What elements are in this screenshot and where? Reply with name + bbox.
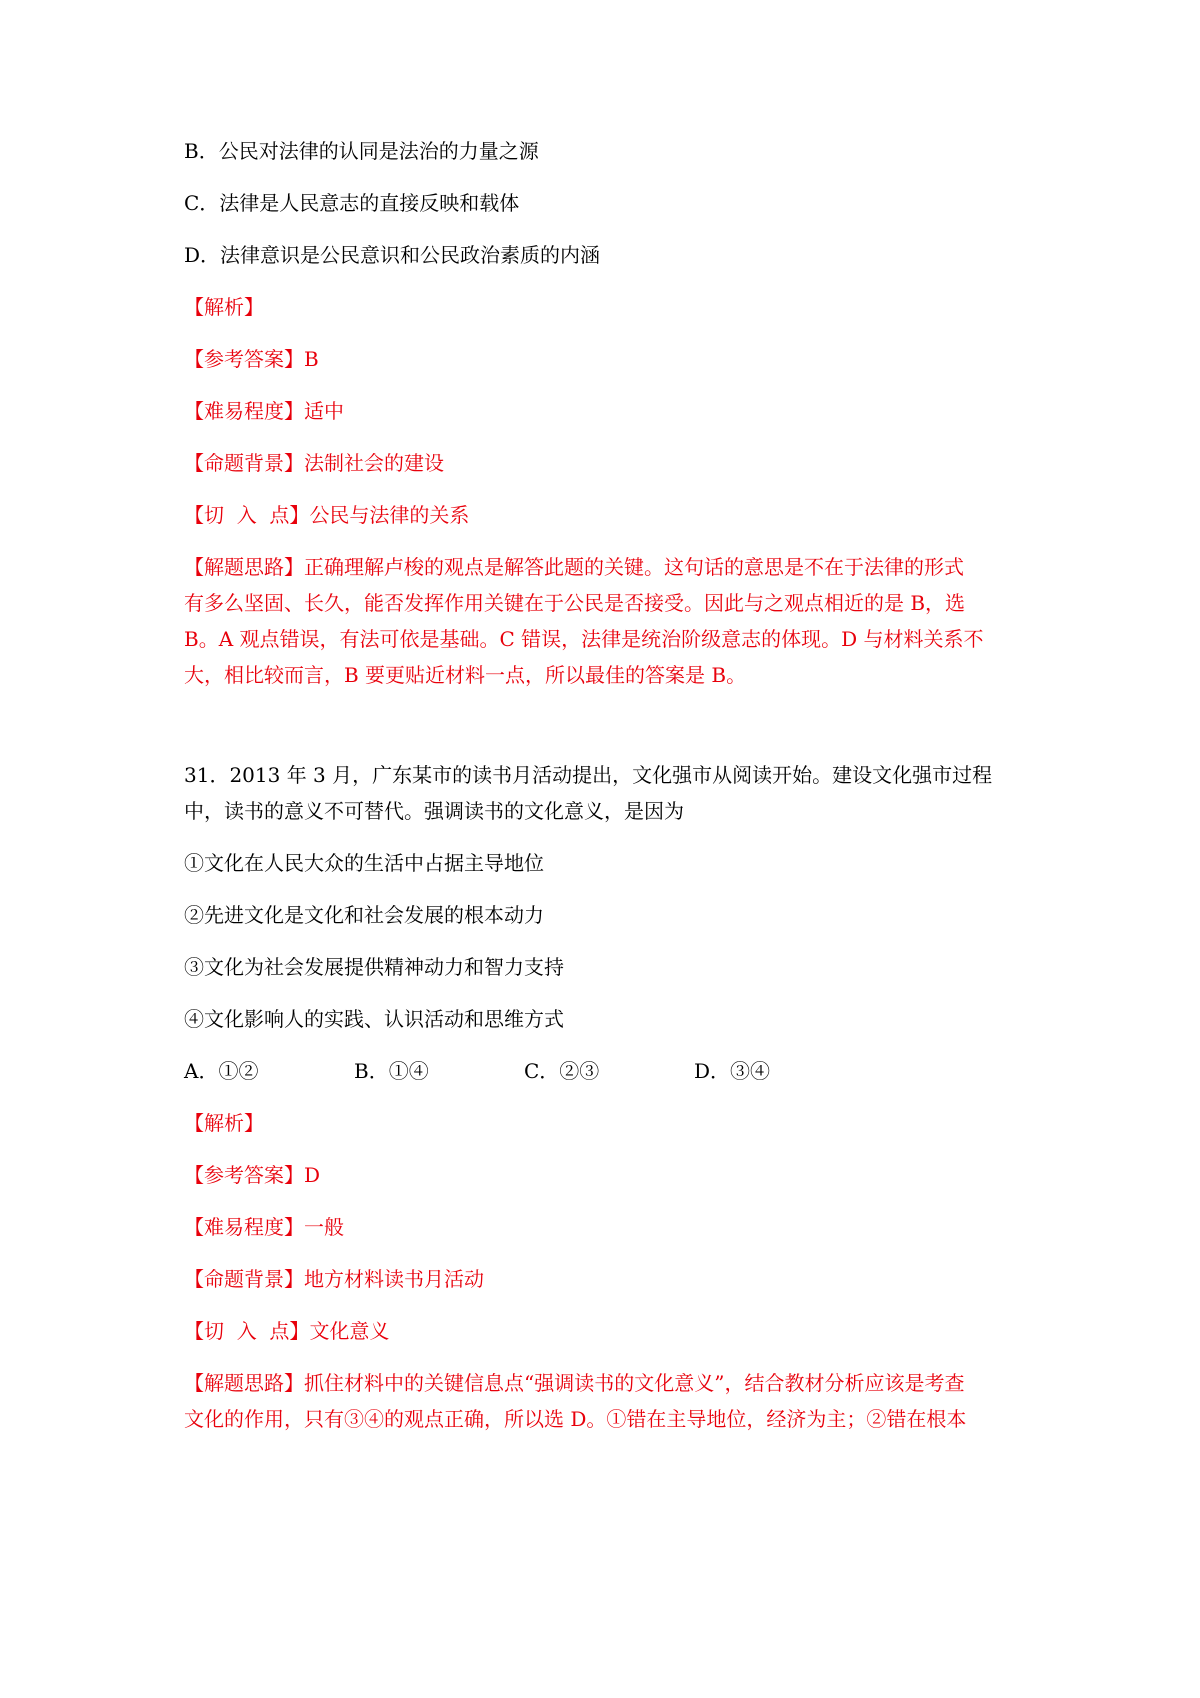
answer-value: D — [304, 1163, 321, 1187]
approach-text: 正确理解卢梭的观点是解答此题的关键。这句话的意思是不在于法律的形式 — [304, 555, 964, 579]
q30-answer — [184, 341, 1034, 377]
entry-value: 公民与法律的关系 — [309, 503, 470, 527]
entry-label: 【切 入 点】 — [184, 1319, 310, 1343]
answer-label: 【参考答案】 — [184, 347, 304, 371]
background-value: 法制社会的建设 — [304, 451, 444, 475]
q31-background — [184, 1261, 1034, 1297]
q31-stem-line-2: 中，读书的意义不可替代。强调读书的文化意义，是因为 — [184, 799, 684, 823]
q31-analysis-label: 【解析】 — [184, 1111, 264, 1135]
q31-option-a: A．①② — [184, 1059, 259, 1083]
q30-entry-point — [184, 497, 1034, 533]
q30-option-c: C．法律是人民意志的直接反映和载体 — [184, 191, 520, 215]
entry-label: 【切 入 点】 — [184, 503, 310, 527]
q31-difficulty — [184, 1209, 1034, 1245]
difficulty-label: 【难易程度】 — [184, 399, 304, 423]
q31-approach-line-1 — [184, 1365, 1034, 1401]
approach-text: 抓住材料中的关键信息点“强调读书的文化意义”，结合教材分析应该是考查 — [304, 1371, 965, 1395]
background-value: 地方材料读书月活动 — [304, 1267, 484, 1291]
answer-label: 【参考答案】 — [184, 1163, 304, 1187]
q30-difficulty — [184, 393, 1034, 429]
difficulty-label: 【难易程度】 — [184, 1215, 304, 1239]
q31-answer — [184, 1157, 1034, 1193]
background-label: 【命题背景】 — [184, 451, 304, 475]
q31-option-d: D．③④ — [694, 1059, 771, 1083]
q31-entry-point — [184, 1313, 1034, 1349]
answer-value: B — [304, 347, 319, 371]
q31-stem-line-1: 31．2013 年 3 月，广东某市的读书月活动提出，文化强市从阅读开始。建设文化强市过程 — [184, 763, 993, 787]
q31-item-2: ②先进文化是文化和社会发展的根本动力 — [184, 903, 544, 927]
difficulty-value: 适中 — [304, 399, 344, 423]
background-label: 【命题背景】 — [184, 1267, 304, 1291]
q31-options — [184, 1053, 1034, 1089]
entry-value: 文化意义 — [309, 1319, 390, 1343]
q30-option-b: B．公民对法律的认同是法治的力量之源 — [184, 139, 539, 163]
q30-approach-line-3: B。A 观点错误，有法可依是基础。C 错误，法律是统治阶级意志的体现。D 与材料关系不 — [184, 627, 984, 651]
q30-background — [184, 445, 1034, 481]
q30-analysis-label: 【解析】 — [184, 295, 264, 319]
q30-option-d: D．法律意识是公民意识和公民政治素质的内涵 — [184, 243, 601, 267]
q31-option-c: C．②③ — [524, 1059, 600, 1083]
approach-label: 【解题思路】 — [184, 1371, 304, 1395]
q30-approach-line-1 — [184, 549, 1034, 585]
q31-option-b: B．①④ — [354, 1059, 429, 1083]
approach-label: 【解题思路】 — [184, 555, 304, 579]
q30-approach-line-2: 有多么坚固、长久，能否发挥作用关键在于公民是否接受。因此与之观点相近的是 B，选 — [184, 591, 966, 615]
q30-approach-line-4: 大，相比较而言，B 要更贴近材料一点，所以最佳的答案是 B。 — [184, 663, 747, 687]
difficulty-value: 一般 — [304, 1215, 344, 1239]
q31-item-3: ③文化为社会发展提供精神动力和智力支持 — [184, 955, 564, 979]
q31-item-1: ①文化在人民大众的生活中占据主导地位 — [184, 851, 544, 875]
q31-approach-line-2: 文化的作用，只有③④的观点正确，所以选 D。①错在主导地位，经济为主；②错在根本 — [184, 1407, 967, 1431]
q31-item-4: ④文化影响人的实践、认识活动和思维方式 — [184, 1007, 564, 1031]
